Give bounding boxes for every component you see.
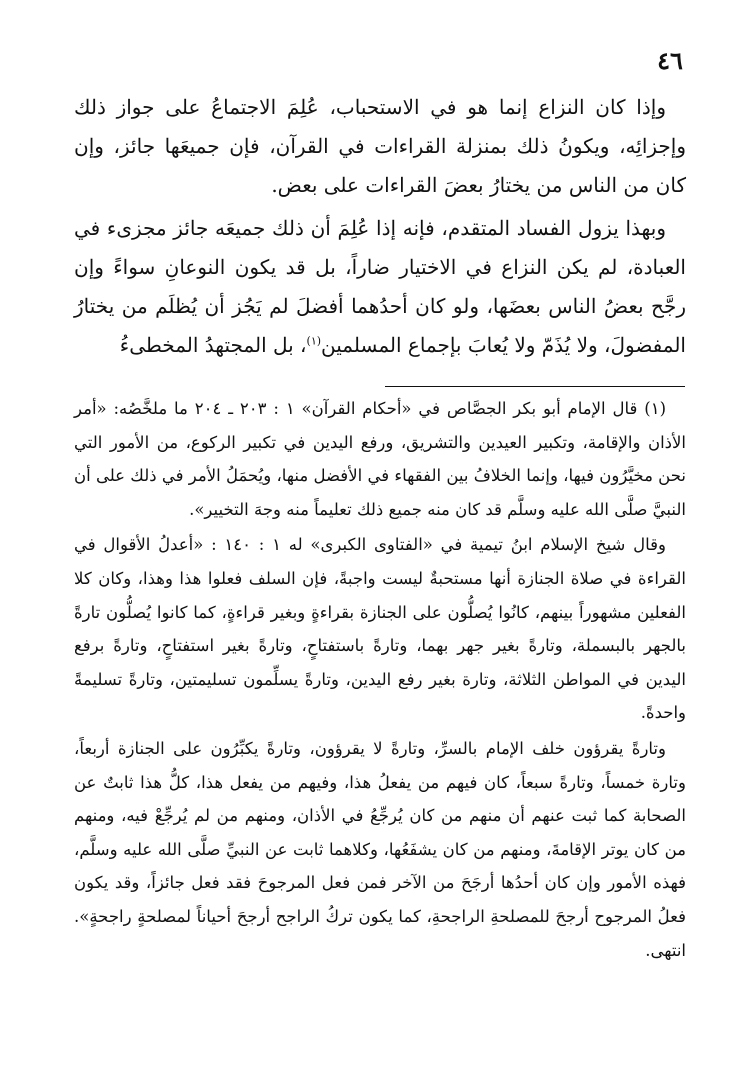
paragraph-1: وإذا كان النزاع إنما هو في الاستحباب، عُلِمَ الاجتماعُ على جواز ذلك وإجزائِه، ويكونُ ذلك بمنزلة القراءات في القرآن، فإن جميعَها جائز، وإن كان من الناس من يختارُ بعضَ القراءات على بعض. <box>74 95 686 197</box>
main-text <box>74 88 686 365</box>
footnote-1-quote-ibn-taymiyya: وقال شيخ الإسلام ابنُ تيمية في «الفتاوى الكبرى» له ١ : ١٤٠ : «أعدلُ الأقوال في القراءة في صلاة الجنازة أنها مستحبةٌ ليست واجبةً، فإن السلف فعلوا هذا وهذا، وكان كلا الفعلين مشهوراً بينهم، كانُوا يُصلُّون على الجنازة بقراءةٍ وبغير قراءةٍ، كما كانوا يُصلُّون تارةً بالجهر بالبسملة، وتارةً بغير جهر بهما، وتارةً باستفتاحٍ، وتارةً بغير استفتاحٍ، وتارةً برفع اليدين في المواطن الثلاثة، وتارة بغير رفع اليدين، وتارةً يسلِّمون تسليمتين، وتارةً تسليمةً واحدةً. <box>74 535 686 723</box>
footnotes <box>74 392 686 967</box>
footnote-separator <box>385 386 685 387</box>
paragraph-2-continuation: ، بل المجتهدُ المخطىءُ <box>119 333 307 357</box>
paragraph-2-text: وبهذا يزول الفساد المتقدم، فإنه إذا عُلِمَ أن ذلك جميعَه جائز مجزىء في العبادة، لم يكن النزاع في الاختيار ضاراً، بل قد يكون النوعانِ سواءً وإن رجَّح بعضُ الناس بعضَها، ولو كان أحدُهما أفضلَ لم يَجُز أن يُظلَم من يختارُ المفضولَ، ولا يُذَمّ ولا يُعابَ بإجماع المسلمين <box>74 216 686 357</box>
page-number: ٤٦ <box>657 46 683 75</box>
footnote-1-quote-continued: وتارةً يقرؤون خلف الإمام بالسرِّ، وتارةً لا يقرؤون، وتارةً يكبِّرُون على الجنازة أربعاً، وتارة خمساً، وتارةً سبعاً، كان فيهم من يفعلُ هذا، وفيهم من يفعل هذا، كلُّ هذا ثابتٌ عن الصحابة كما ثبت عنهم أن منهم من كان يُرجِّعُ في الأذان، ومنهم من لم يُرجِّعْ فيه، ومنهم من كان يوتر الإقامةَ، ومنهم من كان يشفَعُها، وكلاهما ثابت عن النبيِّ صلَّى الله عليه وسلَّم، فهذه الأمور وإن كان أحدُها أرجَحَ من الآخر فمن فعل المرجوحَ فقد فعل جائزاً، وقد يكون فعلُ المرجوح أرجحَ للمصلحةِ الراجحةِ، كما يكون تركُ الراجح أرجحَ أحياناً لمصلحةٍ راجحةٍ». انتهى. <box>74 738 686 960</box>
paragraph-2 <box>74 209 686 365</box>
footnote-1: (١) قال الإمام أبو بكر الجصَّاص في «أحكام القرآن» ١ : ٢٠٣ ـ ٢٠٤ ما ملخَّصُه: «أمر الأذان والإقامة، وتكبير العيدين والتشريق، ورفع اليدين في تكبير الركوع، من الأمور التي نحن مخيَّرُون فيها، وإنما الخلافُ بين الفقهاء في الأفضل منها، ويُحمَلُ الأمر في ذلك على أن النبيَّ صلَّى الله عليه وسلَّم قد كان منه جميع ذلك تعليماً منه وجهَ التخيير». <box>74 399 686 519</box>
footnote-reference: (١) <box>306 334 322 348</box>
